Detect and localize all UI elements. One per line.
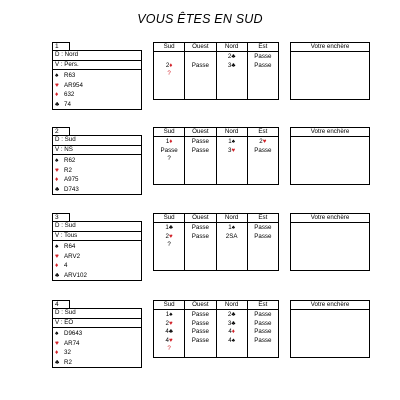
auction-bids <box>217 310 247 345</box>
your-bid-box[interactable] <box>290 213 370 271</box>
bid-text: ? <box>167 345 171 352</box>
auction-column-nord <box>216 301 247 357</box>
auction-table <box>153 127 279 185</box>
bid-suit-icon: ♠ <box>169 311 173 318</box>
vulnerability-label: V : Tous <box>53 232 141 242</box>
vulnerability-label: V : EO <box>53 319 141 329</box>
suit-icon: ♥ <box>55 166 59 174</box>
bid-suit-icon: ♥ <box>169 336 173 344</box>
bid-cell <box>154 155 184 164</box>
bid-cell <box>185 53 215 62</box>
auction-column-est <box>247 43 278 99</box>
holding-text: R2 <box>64 358 72 366</box>
suit-holding <box>53 261 141 271</box>
auction-header: Est <box>248 301 278 310</box>
hand-cards <box>53 71 141 109</box>
bid-cell <box>217 62 247 71</box>
bid-text: Passe <box>191 61 209 69</box>
dealer-label: D : Sud <box>53 136 141 146</box>
auction-column-sud <box>154 43 184 99</box>
bid-suit-icon: ♠ <box>231 224 235 231</box>
deal-1 <box>52 42 372 114</box>
auction-column-sud <box>154 128 184 184</box>
suit-icon: ♣ <box>55 271 60 279</box>
auction-column-nord <box>216 43 247 99</box>
suit-holding <box>53 71 141 81</box>
your-bid-box[interactable] <box>290 127 370 185</box>
hand-cards <box>53 242 141 280</box>
holding-text: 74 <box>64 100 71 108</box>
bid-suit-icon: ♣ <box>231 311 236 318</box>
holding-text: R63 <box>64 72 76 79</box>
auction-bids <box>154 223 184 250</box>
bid-cell <box>154 345 184 354</box>
bid-cell <box>154 53 184 62</box>
deal-number: 4 <box>52 300 70 309</box>
suit-icon: ♠ <box>55 330 59 337</box>
bid-cell <box>217 320 247 329</box>
bid-suit-icon: ♠ <box>231 336 235 344</box>
bid-cell <box>185 233 215 242</box>
holding-text: R2 <box>64 166 72 174</box>
bid-text: Passe <box>254 336 272 344</box>
auction-header: Nord <box>217 301 247 310</box>
suit-holding <box>53 358 141 368</box>
suit-icon: ♦ <box>55 349 59 357</box>
bid-text: Passe <box>191 311 209 318</box>
bid-cell <box>217 138 247 147</box>
auction-bids <box>217 223 247 241</box>
bid-cell <box>217 311 247 320</box>
suit-icon: ♠ <box>55 157 59 164</box>
bid-suit-icon: ♣ <box>231 319 236 327</box>
bid-suit-icon: ♦ <box>169 138 173 145</box>
holding-text: AR74 <box>64 339 80 347</box>
auction-bids <box>248 310 278 345</box>
bid-cell <box>154 70 184 79</box>
bid-text: Passe <box>191 232 209 240</box>
holding-text: ARV2 <box>64 252 81 260</box>
bid-level: 1 <box>165 138 170 145</box>
bid-text: Passe <box>254 311 272 318</box>
bid-cell <box>248 311 278 320</box>
bid-level: 4 <box>165 336 169 344</box>
bid-text: Passe <box>160 146 178 154</box>
auction-header: Sud <box>154 43 184 52</box>
suit-icon: ♥ <box>55 339 59 347</box>
auction-table <box>153 42 279 100</box>
your-bid-label: Votre enchère <box>291 214 369 223</box>
bid-cell <box>248 138 278 147</box>
suit-holding <box>53 81 141 91</box>
bid-cell <box>217 337 247 346</box>
holding-text: 4 <box>64 262 68 270</box>
your-bid-label: Votre enchère <box>291 128 369 137</box>
holding-text: D743 <box>64 185 79 193</box>
south-hand <box>52 135 142 195</box>
auction-bids <box>154 52 184 79</box>
suit-holding <box>53 166 141 176</box>
bid-level: 3 <box>227 61 232 69</box>
dealer-label: D : Sud <box>53 309 141 319</box>
south-hand <box>52 221 142 281</box>
auction-bids <box>154 137 184 164</box>
bid-cell <box>248 320 278 329</box>
bid-suit-icon: ♣ <box>168 328 173 335</box>
your-bid-box[interactable] <box>290 300 370 358</box>
bid-text: Passe <box>254 61 272 69</box>
bid-level: 2 <box>259 138 263 145</box>
suit-icon: ♥ <box>55 252 59 260</box>
bid-text: Passe <box>254 224 272 231</box>
auction-column-est <box>247 128 278 184</box>
auction-column-nord <box>216 214 247 270</box>
auction-header: Est <box>248 214 278 223</box>
deal-number: 3 <box>52 213 70 222</box>
bid-suit-icon: ♣ <box>231 61 236 69</box>
bid-suit-icon: ♥ <box>169 319 173 327</box>
deal-3 <box>52 213 372 285</box>
bid-suit-icon: ♠ <box>231 138 235 145</box>
bid-cell <box>154 62 184 71</box>
bid-text: Passe <box>254 53 272 60</box>
vulnerability-label: V : NS <box>53 146 141 156</box>
your-bid-label: Votre enchère <box>291 43 369 52</box>
auction-header: Sud <box>154 214 184 223</box>
bid-cell <box>248 147 278 156</box>
auction-header: Sud <box>154 301 184 310</box>
suit-icon: ♦ <box>55 262 59 270</box>
bid-level: 1 <box>165 311 170 318</box>
bid-cell <box>248 224 278 233</box>
holding-text: 32 <box>64 349 71 357</box>
bid-cell <box>154 138 184 147</box>
auction-header: Nord <box>217 214 247 223</box>
auction-table <box>153 300 279 358</box>
bid-suit-icon: ♣ <box>231 53 236 60</box>
bid-text: Passe <box>254 232 272 240</box>
bid-level: 2 <box>227 53 232 60</box>
bid-level: 2 <box>165 319 169 327</box>
bid-cell <box>217 233 247 242</box>
south-hand <box>52 308 142 368</box>
bid-cell <box>154 224 184 233</box>
bid-cell <box>185 337 215 346</box>
auction-bids <box>217 52 247 70</box>
auction-bids <box>248 137 278 155</box>
suit-holding <box>53 175 141 185</box>
suit-holding <box>53 339 141 349</box>
holding-text: A975 <box>64 176 79 184</box>
bid-cell <box>154 233 184 242</box>
bid-level: 4 <box>228 328 232 335</box>
bid-text: Passe <box>254 319 272 327</box>
bid-level: 3 <box>228 146 232 154</box>
auction-column-ouest <box>184 301 215 357</box>
suit-icon: ♣ <box>55 185 60 193</box>
bid-level: 4 <box>165 328 169 335</box>
auction-column-nord <box>216 128 247 184</box>
auction-bids <box>185 223 215 241</box>
bid-text: Passe <box>191 319 209 327</box>
dealer-label: D : Sud <box>53 222 141 232</box>
bid-suit-icon: ♣ <box>168 224 173 231</box>
auction-column-sud <box>154 301 184 357</box>
bid-text: Passe <box>191 138 209 145</box>
bid-text: ? <box>167 70 171 77</box>
hand-cards <box>53 156 141 194</box>
bid-text: Passe <box>254 328 272 335</box>
suit-holding <box>53 252 141 262</box>
holding-text: D9643 <box>64 330 83 337</box>
auction-header: Ouest <box>185 128 215 137</box>
deal-4 <box>52 300 372 372</box>
bid-level: 1 <box>165 224 169 231</box>
bid-cell <box>154 147 184 156</box>
auction-bids <box>185 310 215 345</box>
bid-level: 2 <box>165 232 169 240</box>
suit-holding <box>53 329 141 339</box>
your-bid-box[interactable] <box>290 42 370 100</box>
auction-header: Nord <box>217 128 247 137</box>
suit-holding <box>53 100 141 110</box>
bid-text: ? <box>167 155 171 162</box>
bid-suit-icon: ♦ <box>231 328 235 335</box>
auction-table <box>153 213 279 271</box>
bid-cell <box>248 62 278 71</box>
your-bid-label: Votre enchère <box>291 301 369 310</box>
bid-cell <box>154 328 184 337</box>
holding-text: R62 <box>64 157 76 164</box>
bid-level: 2 <box>227 311 232 318</box>
bid-cell <box>185 311 215 320</box>
suit-icon: ♦ <box>55 91 59 99</box>
auction-column-sud <box>154 214 184 270</box>
bid-cell <box>154 311 184 320</box>
auction-header: Est <box>248 43 278 52</box>
bid-text: Passe <box>191 328 209 335</box>
vulnerability-label: V : Pers. <box>53 61 141 71</box>
holding-text: AR954 <box>64 81 83 89</box>
auction-header: Sud <box>154 128 184 137</box>
auction-column-ouest <box>184 43 215 99</box>
bid-text: Passe <box>191 224 209 231</box>
auction-bids <box>185 137 215 155</box>
bid-text: Passe <box>191 146 209 154</box>
auction-bids <box>154 310 184 354</box>
auction-column-ouest <box>184 214 215 270</box>
bid-cell <box>185 224 215 233</box>
auction-header: Ouest <box>185 301 215 310</box>
suit-icon: ♦ <box>55 176 59 184</box>
auction-bids <box>248 223 278 241</box>
bid-text: 2SA <box>225 232 238 240</box>
bid-cell <box>248 233 278 242</box>
bid-suit-icon: ♥ <box>262 138 267 145</box>
suit-icon: ♣ <box>55 100 60 108</box>
suit-holding <box>53 90 141 100</box>
bid-level: 3 <box>227 319 232 327</box>
bid-cell <box>185 320 215 329</box>
bid-text: ? <box>167 241 171 248</box>
bid-cell <box>185 138 215 147</box>
bid-cell <box>217 53 247 62</box>
bid-suit-icon: ♦ <box>169 61 173 69</box>
holding-text: 632 <box>64 91 75 99</box>
suit-icon: ♠ <box>55 72 59 79</box>
bid-suit-icon: ♥ <box>169 232 173 240</box>
suit-holding <box>53 348 141 358</box>
bid-text: Passe <box>254 146 272 154</box>
suit-holding <box>53 271 141 281</box>
bid-cell <box>248 328 278 337</box>
bid-cell <box>217 328 247 337</box>
auction-header: Est <box>248 128 278 137</box>
auction-header: Ouest <box>185 214 215 223</box>
deal-number: 1 <box>52 42 70 51</box>
bid-cell <box>185 62 215 71</box>
auction-header: Ouest <box>185 43 215 52</box>
auction-column-est <box>247 214 278 270</box>
bid-level: 4 <box>228 336 232 344</box>
auction-header: Nord <box>217 43 247 52</box>
auction-column-est <box>247 301 278 357</box>
suit-icon: ♠ <box>55 243 59 250</box>
page-title: VOUS ÊTES EN SUD <box>137 12 263 26</box>
bid-cell <box>154 320 184 329</box>
bid-level: 1 <box>228 224 232 231</box>
bid-suit-icon: ♥ <box>231 146 236 154</box>
hand-cards <box>53 329 141 367</box>
auction-bids <box>248 52 278 70</box>
bid-cell <box>154 337 184 346</box>
south-hand <box>52 50 142 110</box>
auction-bids <box>217 137 247 155</box>
suit-holding <box>53 185 141 195</box>
bid-text: Passe <box>191 336 209 344</box>
dealer-label: D : Nord <box>53 51 141 61</box>
suit-holding <box>53 242 141 252</box>
deal-2 <box>52 127 372 199</box>
auction-bids <box>185 52 215 70</box>
auction-column-ouest <box>184 128 215 184</box>
deal-number: 2 <box>52 127 70 136</box>
bid-cell <box>248 337 278 346</box>
bid-cell <box>217 224 247 233</box>
holding-text: ARV102 <box>64 271 87 279</box>
suit-icon: ♣ <box>55 358 60 366</box>
bid-cell <box>248 53 278 62</box>
suit-holding <box>53 156 141 166</box>
bid-cell <box>185 147 215 156</box>
bid-level: 1 <box>228 138 232 145</box>
bid-cell <box>154 241 184 250</box>
bid-level: 2 <box>165 61 170 69</box>
bid-cell <box>185 328 215 337</box>
bid-cell <box>217 147 247 156</box>
holding-text: R64 <box>64 243 76 250</box>
suit-icon: ♥ <box>55 81 59 89</box>
